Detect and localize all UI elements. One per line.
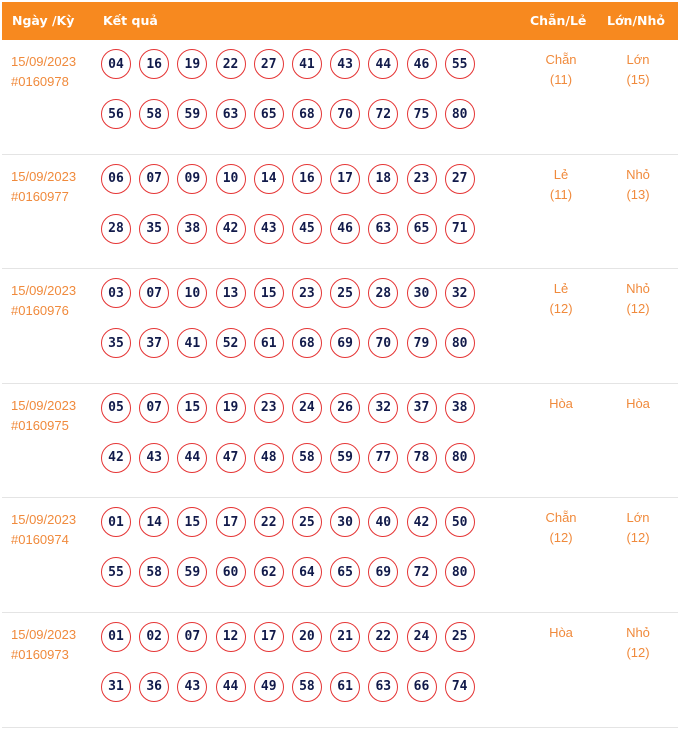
number-ball: 17 [254, 622, 284, 652]
even-odd-label: Chẵn [545, 52, 577, 67]
number-ball: 65 [407, 214, 437, 244]
number-ball: 22 [368, 622, 398, 652]
number-ball: 49 [254, 672, 284, 702]
number-ball: 78 [407, 443, 437, 473]
result-numbers [101, 393, 491, 473]
number-ball: 16 [139, 49, 169, 79]
number-ball: 44 [368, 49, 398, 79]
even-odd-cell [531, 623, 591, 643]
header-big-small: Lớn/Nhỏ [607, 13, 665, 28]
even-odd-count: (12) [549, 301, 573, 317]
even-odd-cell [531, 165, 591, 205]
number-ball: 42 [216, 214, 246, 244]
results-table [2, 2, 678, 728]
number-ball: 69 [368, 557, 398, 587]
draw-date: 15/09/2023 [11, 512, 77, 528]
number-ball: 36 [139, 672, 169, 702]
even-odd-count: (12) [549, 530, 573, 546]
number-ball: 22 [254, 507, 284, 537]
big-small-label: Lớn [626, 52, 650, 67]
table-row [2, 269, 678, 384]
number-ball: 32 [368, 393, 398, 423]
number-ball: 30 [407, 278, 437, 308]
number-ball: 32 [445, 278, 475, 308]
number-ball: 80 [445, 99, 475, 129]
number-ball: 28 [368, 278, 398, 308]
draw-date-cell [11, 625, 76, 665]
number-ball: 10 [177, 278, 207, 308]
draw-date: 15/09/2023 [11, 397, 77, 413]
draw-id: #0160973 [11, 646, 69, 662]
big-small-label: Nhỏ [626, 624, 650, 640]
number-ball: 46 [407, 49, 437, 79]
number-ball: 03 [101, 278, 131, 308]
number-ball: 72 [407, 557, 437, 587]
big-small-cell [608, 279, 668, 319]
result-numbers [101, 622, 491, 702]
even-odd-label: Hòa [549, 395, 573, 411]
number-ball: 79 [407, 328, 437, 358]
number-ball: 35 [101, 328, 131, 358]
result-numbers [101, 507, 491, 587]
number-ball: 62 [254, 557, 284, 587]
table-body [2, 40, 678, 728]
number-ball: 30 [330, 507, 360, 537]
number-ball: 46 [330, 214, 360, 244]
even-odd-cell [531, 508, 591, 548]
number-ball: 41 [292, 49, 322, 79]
big-small-cell [608, 508, 668, 548]
number-ball: 21 [330, 622, 360, 652]
even-odd-cell [531, 394, 591, 414]
number-ball: 09 [177, 164, 207, 194]
number-ball: 58 [139, 557, 169, 587]
draw-id: #0160974 [11, 532, 69, 548]
big-small-count: (13) [626, 186, 650, 202]
number-ball: 25 [330, 278, 360, 308]
number-ball: 37 [407, 393, 437, 423]
number-ball: 63 [216, 99, 246, 129]
draw-date: 15/09/2023 [11, 168, 77, 184]
number-ball: 59 [330, 443, 360, 473]
big-small-label: Hòa [626, 395, 650, 411]
even-odd-cell [531, 50, 591, 90]
even-odd-label: Lẻ [553, 281, 569, 297]
draw-date: 15/09/2023 [11, 283, 77, 299]
number-ball: 23 [292, 278, 322, 308]
number-ball: 66 [407, 672, 437, 702]
number-ball: 80 [445, 328, 475, 358]
number-ball: 14 [254, 164, 284, 194]
even-odd-label: Lẻ [553, 166, 569, 182]
number-ball: 24 [407, 622, 437, 652]
number-ball: 01 [101, 622, 131, 652]
number-ball: 43 [254, 214, 284, 244]
number-ball: 55 [101, 557, 131, 587]
draw-id: #0160976 [11, 303, 69, 319]
number-ball: 26 [330, 393, 360, 423]
table-row [2, 613, 678, 728]
header-result: Kết quả [103, 13, 158, 28]
number-ball: 19 [216, 393, 246, 423]
number-ball: 43 [177, 672, 207, 702]
number-ball: 58 [292, 443, 322, 473]
number-ball: 07 [139, 393, 169, 423]
number-ball: 65 [254, 99, 284, 129]
number-ball: 13 [216, 278, 246, 308]
number-ball: 41 [177, 328, 207, 358]
number-ball: 44 [216, 672, 246, 702]
number-ball: 15 [177, 393, 207, 423]
number-ball: 68 [292, 99, 322, 129]
number-ball: 22 [216, 49, 246, 79]
number-ball: 59 [177, 99, 207, 129]
big-small-label: Nhỏ [626, 281, 650, 297]
big-small-count: (15) [626, 72, 650, 87]
table-row [2, 498, 678, 613]
number-ball: 10 [216, 164, 246, 194]
number-ball: 72 [368, 99, 398, 129]
header-even-odd: Chẵn/Lẻ [530, 13, 587, 28]
number-ball: 43 [330, 49, 360, 79]
number-ball: 70 [368, 328, 398, 358]
number-ball: 61 [254, 328, 284, 358]
number-ball: 71 [445, 214, 475, 244]
number-ball: 68 [292, 328, 322, 358]
number-ball: 25 [445, 622, 475, 652]
big-small-count: (12) [626, 644, 650, 660]
even-odd-label: Hòa [549, 624, 573, 640]
number-ball: 64 [292, 557, 322, 587]
draw-date-cell [11, 281, 76, 321]
number-ball: 05 [101, 393, 131, 423]
even-odd-count: (11) [549, 186, 573, 202]
number-ball: 75 [407, 99, 437, 129]
number-ball: 28 [101, 214, 131, 244]
number-ball: 15 [177, 507, 207, 537]
draw-date: 15/09/2023 [11, 626, 77, 642]
number-ball: 65 [330, 557, 360, 587]
number-ball: 37 [139, 328, 169, 358]
number-ball: 31 [101, 672, 131, 702]
number-ball: 60 [216, 557, 246, 587]
number-ball: 48 [254, 443, 284, 473]
number-ball: 45 [292, 214, 322, 244]
big-small-cell [608, 394, 668, 414]
number-ball: 17 [330, 164, 360, 194]
number-ball: 61 [330, 672, 360, 702]
number-ball: 42 [101, 443, 131, 473]
number-ball: 01 [101, 507, 131, 537]
result-numbers [101, 164, 491, 244]
number-ball: 80 [445, 557, 475, 587]
number-ball: 38 [177, 214, 207, 244]
result-numbers [101, 49, 491, 129]
big-small-label: Nhỏ [626, 166, 650, 182]
result-numbers [101, 278, 491, 358]
number-ball: 58 [139, 99, 169, 129]
number-ball: 19 [177, 49, 207, 79]
draw-date-cell [11, 167, 76, 207]
number-ball: 63 [368, 214, 398, 244]
number-ball: 38 [445, 393, 475, 423]
number-ball: 70 [330, 99, 360, 129]
number-ball: 55 [445, 49, 475, 79]
draw-id: #0160975 [11, 417, 69, 433]
draw-date-cell [11, 52, 76, 92]
even-odd-count: (11) [549, 72, 573, 87]
draw-id: #0160978 [11, 74, 69, 89]
number-ball: 59 [177, 557, 207, 587]
even-odd-label: Chẵn [545, 510, 577, 526]
number-ball: 18 [368, 164, 398, 194]
number-ball: 07 [139, 278, 169, 308]
draw-id: #0160977 [11, 188, 69, 204]
number-ball: 58 [292, 672, 322, 702]
number-ball: 43 [139, 443, 169, 473]
number-ball: 42 [407, 507, 437, 537]
number-ball: 44 [177, 443, 207, 473]
big-small-cell [608, 50, 668, 90]
number-ball: 07 [139, 164, 169, 194]
number-ball: 52 [216, 328, 246, 358]
table-header [2, 2, 678, 40]
number-ball: 80 [445, 443, 475, 473]
number-ball: 50 [445, 507, 475, 537]
number-ball: 40 [368, 507, 398, 537]
number-ball: 56 [101, 99, 131, 129]
number-ball: 02 [139, 622, 169, 652]
table-row [2, 384, 678, 499]
number-ball: 17 [216, 507, 246, 537]
header-date: Ngày /Kỳ [12, 13, 75, 28]
number-ball: 24 [292, 393, 322, 423]
number-ball: 47 [216, 443, 246, 473]
number-ball: 35 [139, 214, 169, 244]
draw-date-cell [11, 396, 76, 436]
table-row [2, 40, 678, 155]
number-ball: 25 [292, 507, 322, 537]
number-ball: 23 [407, 164, 437, 194]
number-ball: 04 [101, 49, 131, 79]
draw-date-cell [11, 510, 76, 550]
number-ball: 06 [101, 164, 131, 194]
number-ball: 14 [139, 507, 169, 537]
number-ball: 07 [177, 622, 207, 652]
big-small-count: (12) [626, 301, 650, 317]
big-small-cell [608, 623, 668, 663]
number-ball: 63 [368, 672, 398, 702]
number-ball: 12 [216, 622, 246, 652]
table-row [2, 155, 678, 270]
number-ball: 23 [254, 393, 284, 423]
big-small-label: Lớn [626, 510, 650, 526]
number-ball: 27 [445, 164, 475, 194]
number-ball: 69 [330, 328, 360, 358]
number-ball: 77 [368, 443, 398, 473]
number-ball: 20 [292, 622, 322, 652]
number-ball: 16 [292, 164, 322, 194]
big-small-cell [608, 165, 668, 205]
number-ball: 27 [254, 49, 284, 79]
number-ball: 15 [254, 278, 284, 308]
number-ball: 74 [445, 672, 475, 702]
draw-date: 15/09/2023 [11, 54, 77, 69]
even-odd-cell [531, 279, 591, 319]
big-small-count: (12) [626, 530, 650, 546]
